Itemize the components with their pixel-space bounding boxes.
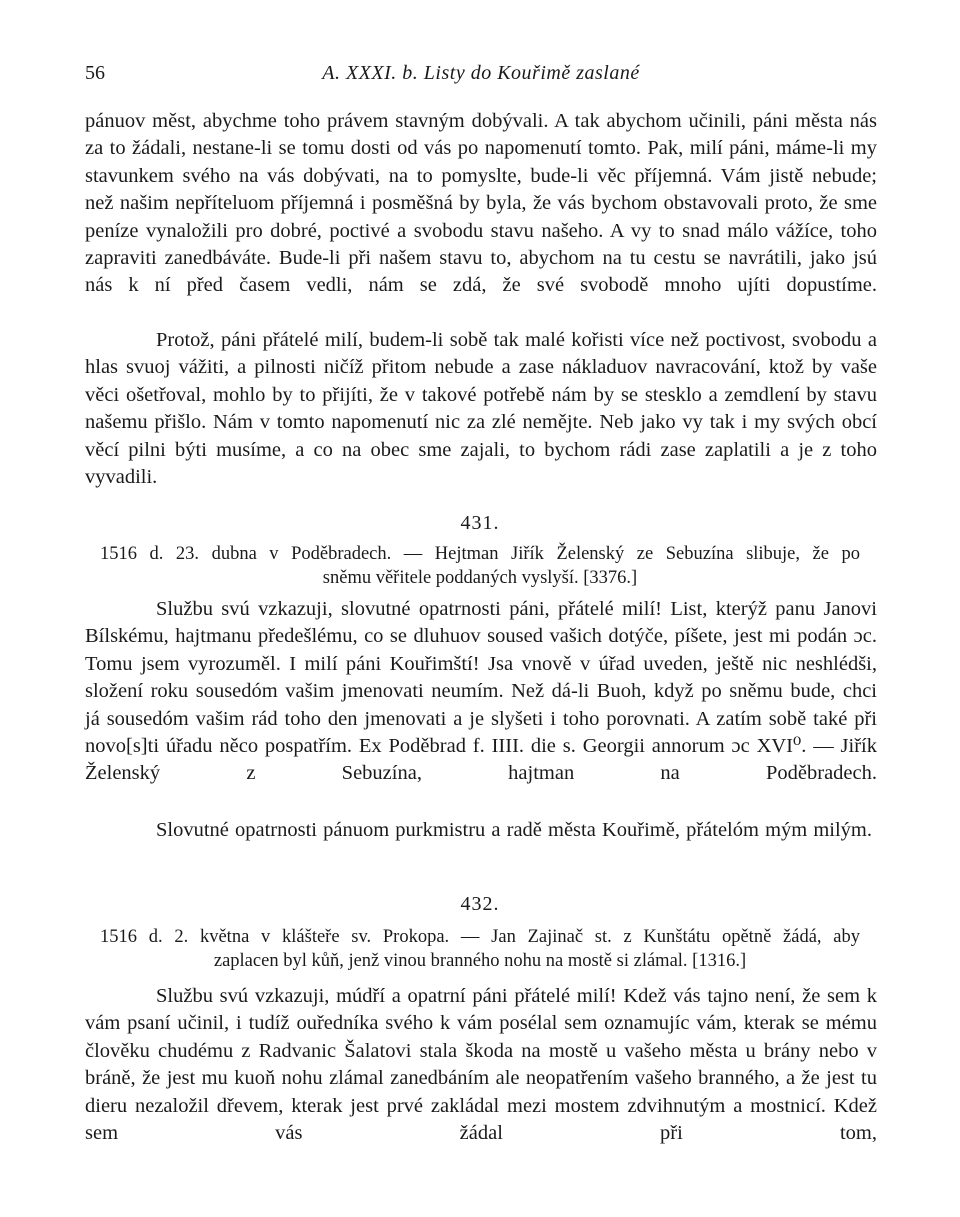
running-title: A. XXXI. b. Listy do Kouřimě zaslané	[322, 62, 640, 84]
regest-432	[100, 926, 860, 973]
regest-431	[100, 543, 860, 590]
letter-432-body: Službu svú vzkazuji, múdří a opatrní páni přátelé milí! Kdež vás tajno není, že sem k vám psaní učinil, i tudíž ouředníka svého k vám posélal sem oznamujíc vám, kterak se mému člověku chudému z Radvanic Šalatovi stala škoda na mostě u vašeho města u brány nebo v bráně, že jest mu kuoň nohu zlámal zanedbáním ale neopatřením vašeho branného, a že jest tu dieru nezaložil dřevem, kterak jest prvé zakládal mezi mostem zdvihnutým a mostnicí. Kdež sem vás žádal při tom,	[85, 985, 877, 1145]
regest-431-line-2: sněmu věřitele poddaných vyslyší. [3376.]	[322, 567, 638, 588]
page-number: 56	[85, 62, 105, 84]
entry-number-431: 431.	[460, 512, 500, 534]
running-head	[85, 62, 877, 86]
letter-431-body: Službu svú vzkazuji, slovutné opatrnosti páni, přátelé milí! List, kterýž panu Janovi Bílskému, hajtmanu předešlému, co se dluhuov soused vašich dotýče, píšete, jest mi podán ɔc. Tomu jsem vyrozuměl. I milí páni Kouřimští! Jsa vnově v úřad uveden, ještě nic neshlédši, složení roku sousedóm vašim jmenovati neumím. Než dá-li Buoh, když po sněmu bude, chci já sousedóm vašim rád toho den jmenovati a je slyšeti i toho porovnati. A zatím sobě také při novo[s]ti úřadu něco pospatřím. Ex Poděbrad f. IIII. die s. Georgii annorum ɔc XVI⁰. — Jiřík Želenský z Sebuzína, hajtman na Poděbradech.	[85, 598, 877, 785]
paragraph-protoz: Protož, páni přátelé milí, budem-li sobě tak malé kořisti více než poctivost, svobodu a hlas svuoj vážiti, a pilnosti ničíž přitom nebude a zase nákladuov navracování, ktož by vaše věci ošetřoval, mohlo by to přijíti, že v takové potřebě nám by se stesklo a zemdlení by stavu našemu přišlo. Nám v tomto napomenutí nic za zlé nemějte. Neb jako vy tak i my svých obcí věcí pilni býti musíme, a co na obec sme zajali, to bychom rádi zase zaplatili a je z toho vyvadili.	[85, 329, 877, 489]
regest-432-line-1: 1516 d. 2. května v klášteře sv. Prokopa. — Jan Zajinač st. z Kunštátu opětně žádá, aby	[100, 927, 860, 947]
regest-431-line-1: 1516 d. 23. dubna v Poděbradech. — Hejtman Jiřík Želenský ze Sebuzína slibuje, že po	[100, 544, 860, 564]
paragraph-continued: pánuov měst, abychme toho právem stavným dobývali. A tak abychom učinili, páni města nás za to žádali, nestane-li se tomu dosti od vás po napomenutí tomto. Pak, milí páni, máme-li my stavunkem svého na vás dobývati, na to pomyslte, bude-li věc příjemná. Vám jistě nebude; než našim nepříteluom příjemná i posměšná by byla, že vás bychom obstavovali proto, že sme peníze vynaložili pro dobré, poctivé a svobodu stavu našeho. A vy to snad málo vážíce, toho zapraviti zanedbáváte. Bude-li při našem stavu to, abychom na tu cestu se navrátili, jako jsú nás k ní před časem vedli, nám se zdá, že své svobodě mnoho ujíti dopustíme.	[85, 110, 877, 297]
entry-number-432: 432.	[460, 893, 500, 915]
regest-432-line-2: zaplacen byl kůň, jenž vinou branného nohu na mostě si zlámal. [1316.]	[213, 950, 747, 971]
letter-431-address: Slovutné opatrnosti pánuom purkmistru a radě města Kouřimě, přátelóm mým milým.	[156, 819, 872, 841]
